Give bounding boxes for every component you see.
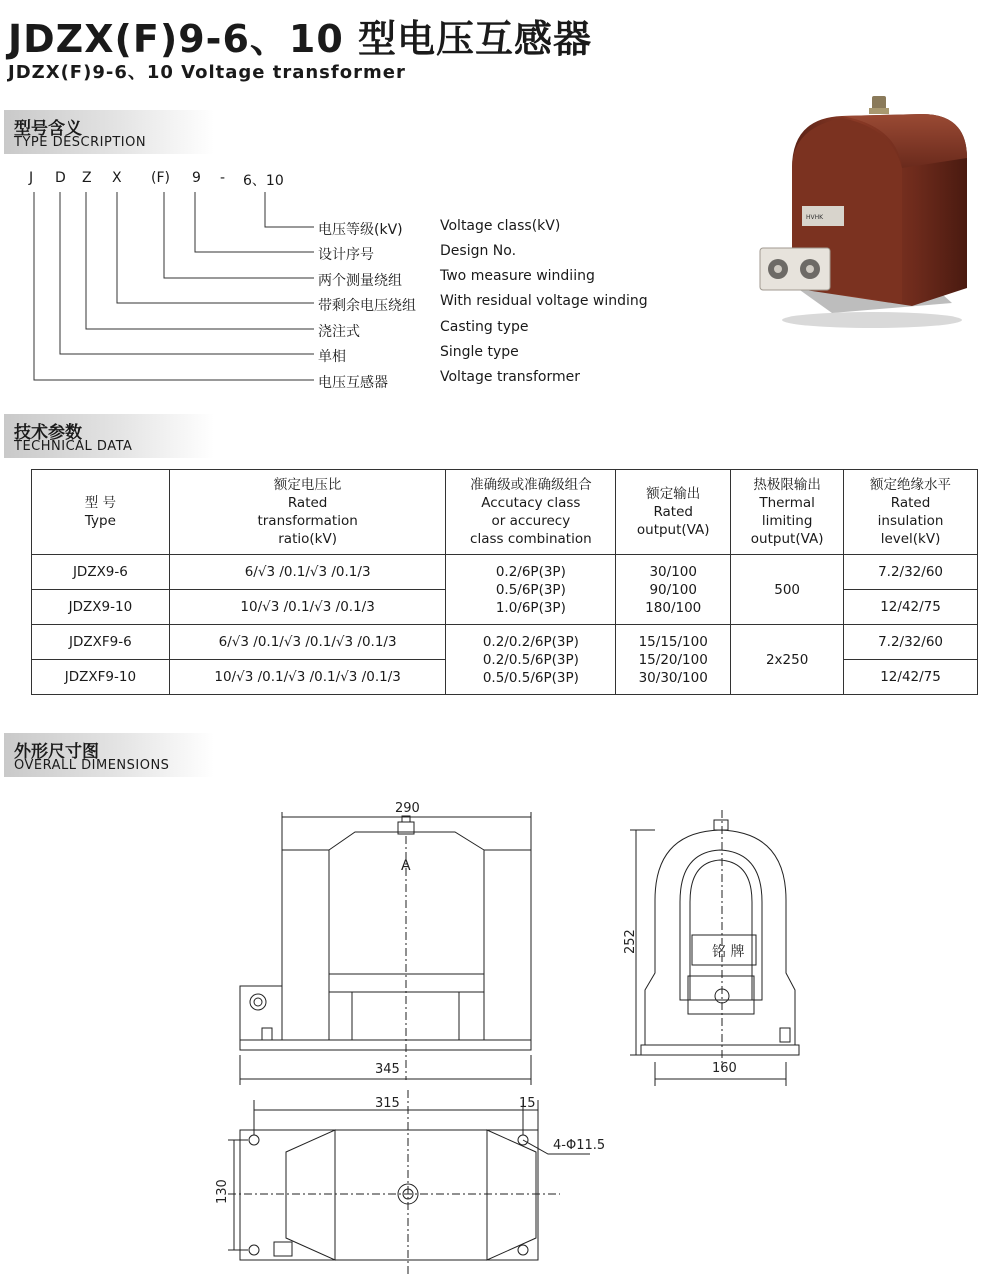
header-thermal: 热极限输出 Thermal limiting output(VA) — [731, 470, 844, 555]
cell-output: 30/100 90/100 180/100 — [616, 555, 731, 625]
meaning-en-residual: With residual voltage winding — [440, 293, 648, 309]
code-letter-z: Z — [82, 170, 92, 186]
header-type: 型 号 Type — [32, 470, 170, 555]
cell-output: 15/15/100 15/20/100 30/30/100 — [616, 625, 731, 695]
dim-width-160: 160 — [712, 1061, 737, 1076]
cell-accuracy: 0.2/0.2/6P(3P) 0.2/0.5/6P(3P) 0.5/0.5/6P(3P) — [446, 625, 616, 695]
cell-insulation: 12/42/75 — [844, 590, 978, 625]
type-code-connectors — [0, 0, 330, 400]
meaning-en-casting: Casting type — [440, 319, 529, 335]
top-view — [228, 1090, 590, 1276]
dim-width-290: 290 — [395, 801, 420, 816]
cell-ratio: 6/√3 /0.1/√3 /0.1/√3 /0.1/3 — [169, 625, 446, 660]
section-title-en: TECHNICAL DATA — [14, 439, 133, 454]
cell-type: JDZXF9-6 — [32, 625, 170, 660]
view-label-a: A — [401, 858, 411, 874]
front-view — [240, 812, 531, 1085]
code-letter-9: 9 — [192, 170, 201, 186]
meaning-en-single: Single type — [440, 344, 519, 360]
cell-ratio: 10/√3 /0.1/√3 /0.1/√3 /0.1/3 — [169, 660, 446, 695]
code-letter-x: X — [112, 170, 122, 186]
dim-height-252: 252 — [623, 929, 638, 954]
header-accuracy: 准确级或准确级组合 Accutacy class or accurecy class combination — [446, 470, 616, 555]
photo-nameplate-text: HVHK — [806, 214, 824, 221]
header-insulation: 额定绝缘水平 Rated insulation level(kV) — [844, 470, 978, 555]
meaning-en-design-no: Design No. — [440, 243, 517, 259]
technical-data-table — [31, 469, 978, 695]
meaning-cn-two-measure: 两个测量绕组 — [318, 273, 402, 289]
dim-hole: 4-Φ11.5 — [553, 1138, 606, 1153]
cell-accuracy: 0.2/6P(3P) 0.5/6P(3P) 1.0/6P(3P) — [446, 555, 616, 625]
meaning-cn-design-no: 设计序号 — [318, 247, 374, 263]
meaning-en-voltage-class: Voltage class(kV) — [440, 218, 561, 234]
table-row — [32, 625, 978, 660]
header-ratio: 额定电压比 Rated transformation ratio(kV) — [169, 470, 446, 555]
cell-insulation: 7.2/32/60 — [844, 555, 978, 590]
meaning-cn-single: 单相 — [318, 349, 346, 365]
cell-type: JDZXF9-10 — [32, 660, 170, 695]
cell-thermal: 2x250 — [731, 625, 844, 695]
header-output: 额定输出 Rated output(VA) — [616, 470, 731, 555]
meaning-en-two-measure: Two measure windiing — [440, 268, 595, 284]
dimension-drawings — [0, 790, 990, 1276]
cell-insulation: 7.2/32/60 — [844, 625, 978, 660]
cell-ratio: 10/√3 /0.1/√3 /0.1/3 — [169, 590, 446, 625]
dim-length-345: 345 — [375, 1062, 400, 1077]
code-letter-j: J — [29, 170, 34, 186]
section-title-cn: 技术参数 — [14, 423, 82, 443]
cell-insulation: 12/42/75 — [844, 660, 978, 695]
dim-length-315: 315 — [375, 1096, 400, 1111]
meaning-cn-residual: 带剩余电压绕组 — [318, 298, 416, 314]
nameplate-label: 铭 牌 — [712, 944, 745, 960]
section-title-en: TYPE DESCRIPTION — [14, 135, 147, 150]
product-photo — [752, 88, 982, 338]
code-letter-voltage: 6、10 — [243, 173, 284, 189]
meaning-en-vt: Voltage transformer — [440, 369, 580, 385]
section-header-technical-data — [4, 414, 214, 458]
code-letter-f: (F) — [151, 170, 170, 186]
section-header-overall-dimensions — [4, 733, 214, 777]
meaning-cn-voltage-class: 电压等级(kV) — [318, 222, 403, 238]
section-title-cn: 外形尺寸图 — [14, 742, 99, 762]
meaning-cn-casting: 浇注式 — [318, 324, 360, 340]
code-letter-dash: - — [220, 170, 226, 186]
page-title: JDZX(F)9-6、10 型电压互感器 — [8, 17, 592, 61]
section-title-cn: 型号含义 — [14, 119, 82, 139]
meaning-cn-vt: 电压互感器 — [318, 375, 388, 391]
table-header-row — [32, 470, 978, 555]
code-letter-d: D — [55, 170, 66, 186]
section-title-en: OVERALL DIMENSIONS — [14, 758, 170, 773]
cell-ratio: 6/√3 /0.1/√3 /0.1/3 — [169, 555, 446, 590]
dim-width-130: 130 — [215, 1179, 230, 1204]
cell-type: JDZX9-10 — [32, 590, 170, 625]
page-subtitle: JDZX(F)9-6、10 Voltage transformer — [8, 62, 406, 83]
cell-thermal: 500 — [731, 555, 844, 625]
table-row — [32, 555, 978, 590]
dim-offset-15: 15 — [519, 1096, 536, 1111]
cell-type: JDZX9-6 — [32, 555, 170, 590]
